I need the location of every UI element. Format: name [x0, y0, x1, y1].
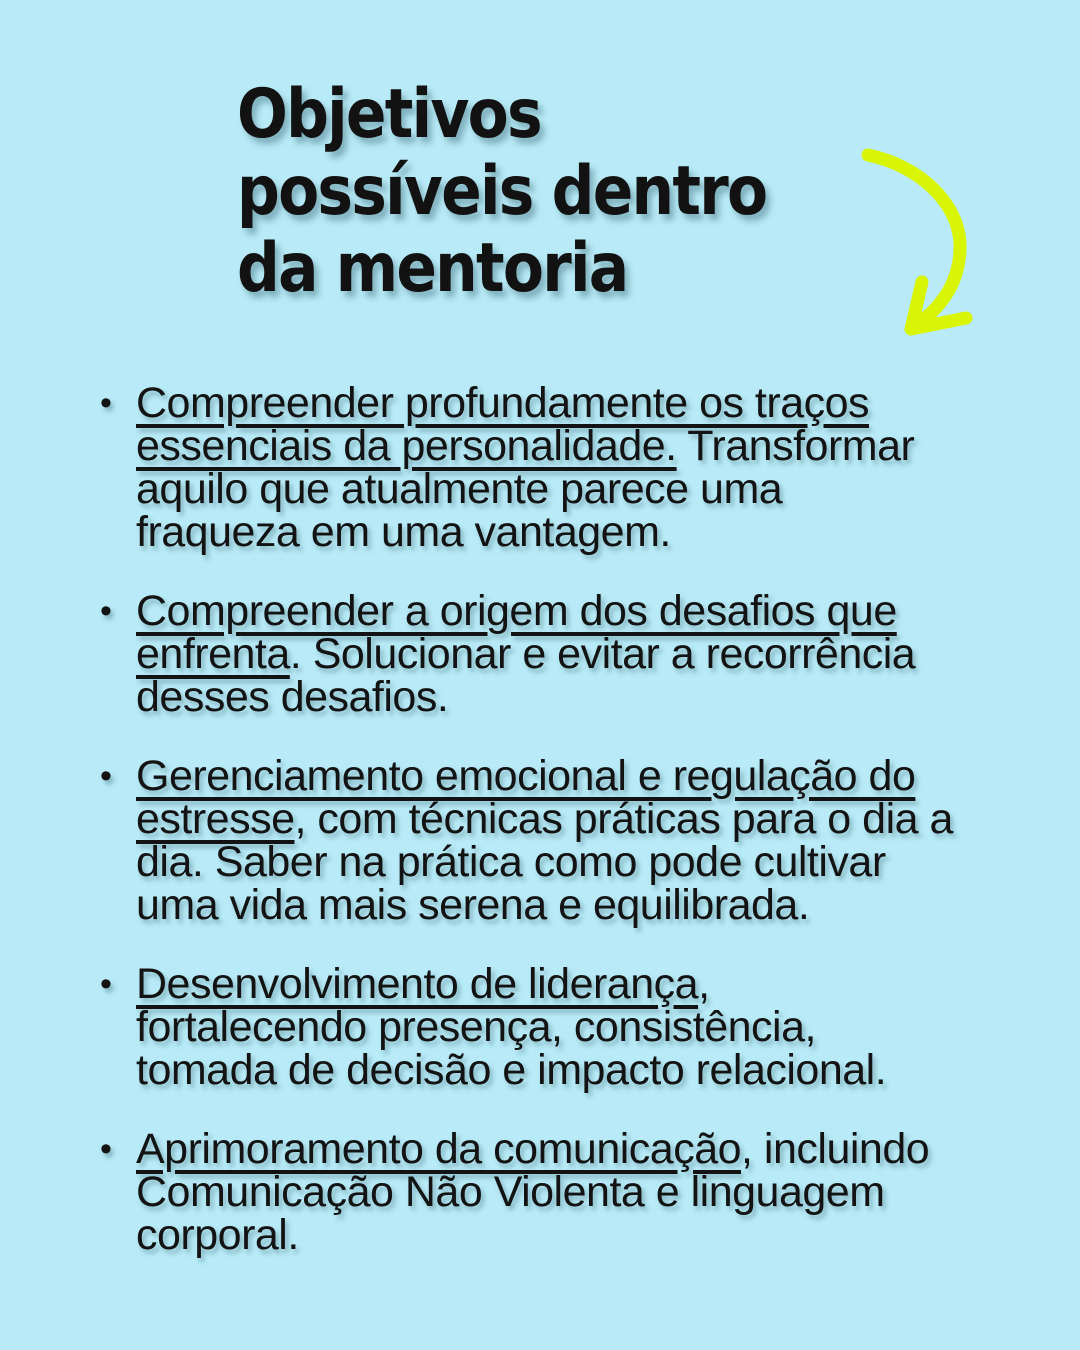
list-item	[96, 752, 996, 929]
title-line-1: Objetivos	[237, 75, 541, 154]
bullet-rest-text: , incluindo Comunicação Não Violenta e linguagem corporal.	[136, 1125, 930, 1259]
bullet-text	[136, 1125, 996, 1259]
bullet-text	[136, 379, 996, 556]
bullet-rest-text: , fortalecendo presença, consistência, tomada de decisão e impacto relacional.	[136, 960, 887, 1094]
bullet-text	[136, 587, 996, 721]
list-item	[96, 379, 996, 556]
bullet-underlined-text: Gerenciamento emocional e regulação do estresse	[136, 752, 916, 843]
list-item	[96, 1125, 996, 1259]
page-title	[237, 76, 766, 307]
list-item	[96, 960, 996, 1094]
bullet-icon: •	[100, 757, 112, 795]
title-line-2: possíveis dentro	[237, 152, 767, 231]
bullet-text	[136, 960, 996, 1094]
bullet-icon: •	[100, 384, 112, 422]
bullet-underlined-text: Desenvolvimento de liderança	[136, 960, 699, 1008]
bullet-icon: •	[100, 965, 112, 1003]
objectives-list	[96, 379, 996, 1293]
bullet-underlined-text: Aprimoramento da comunicação	[136, 1125, 742, 1173]
bullet-icon: •	[100, 592, 112, 630]
bullet-rest-text: . Solucionar e evitar a recorrência desses desafios.	[136, 630, 916, 721]
list-item	[96, 587, 996, 721]
bullet-rest-text: Transformar aquilo que atualmente parece uma fraqueza em uma vantagem.	[136, 422, 915, 556]
title-line-3: da mentoria	[237, 229, 628, 308]
bullet-underlined-text: Compreender a origem dos desafios que enfrenta	[136, 587, 897, 678]
bullet-icon: •	[100, 1130, 112, 1168]
bullet-rest-text: , com técnicas práticas para o dia a dia. Saber na prática como pode cultivar uma vida mais serena e equilibrada.	[136, 795, 953, 929]
bullet-text	[136, 752, 996, 929]
bullet-underlined-text: Compreender profundamente os traços essenciais da personalidade.	[136, 379, 870, 470]
curved-arrow-icon	[850, 138, 990, 348]
